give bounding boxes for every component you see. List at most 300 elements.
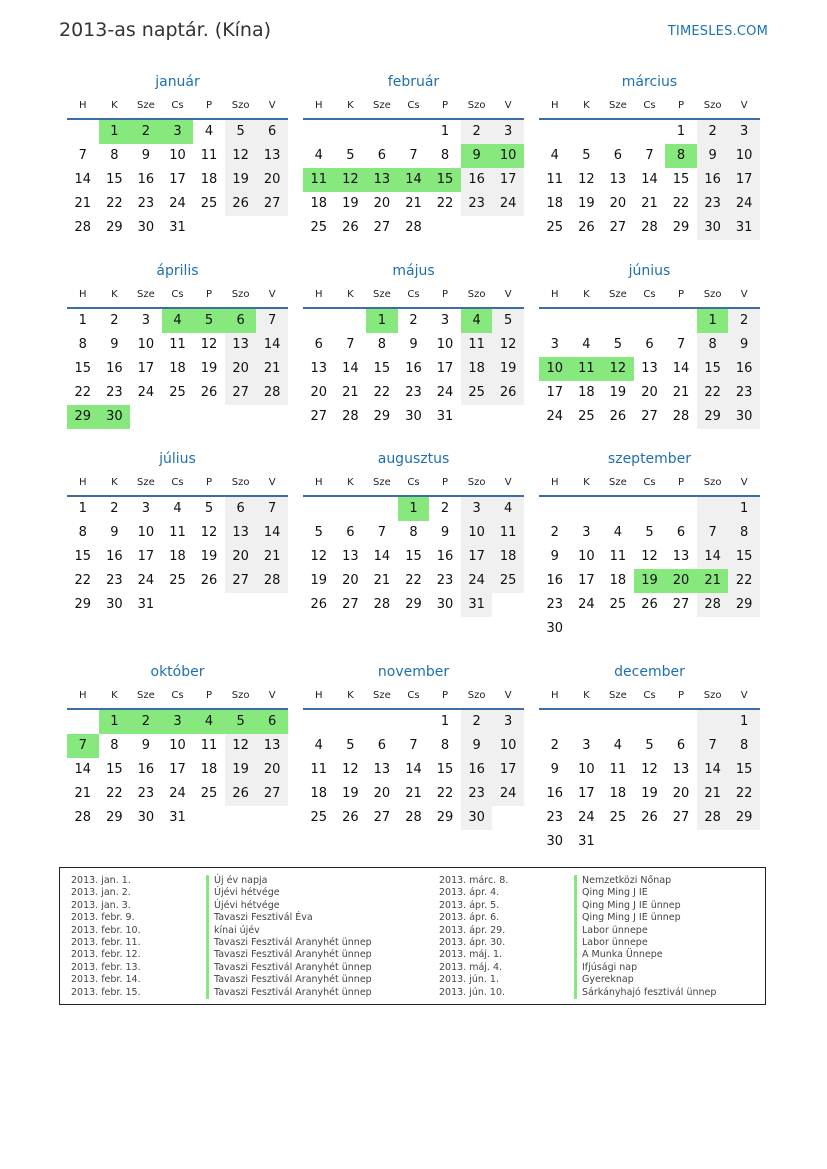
day-cell[interactable]: 5 bbox=[314, 525, 323, 540]
day-cell[interactable]: 24 bbox=[546, 409, 564, 424]
day-cell[interactable]: 15 bbox=[74, 361, 92, 376]
holiday-day-cell[interactable]: 6 bbox=[256, 710, 288, 734]
day-cell[interactable]: 18 bbox=[310, 196, 328, 211]
day-cell[interactable]: 25 bbox=[492, 569, 524, 593]
day-cell[interactable]: 23 bbox=[106, 573, 123, 588]
day-cell[interactable]: 23 bbox=[728, 381, 760, 405]
holiday-day-cell[interactable]: 10 bbox=[539, 357, 571, 381]
holiday-day-cell[interactable]: 20 bbox=[665, 569, 697, 593]
holiday-day-cell[interactable]: 12 bbox=[602, 357, 634, 381]
day-cell[interactable]: 31 bbox=[137, 597, 155, 612]
day-cell[interactable]: 6 bbox=[676, 738, 686, 753]
day-cell[interactable]: 22 bbox=[106, 786, 123, 801]
day-cell[interactable]: 29 bbox=[373, 409, 391, 424]
day-cell[interactable]: 12 bbox=[310, 549, 328, 564]
day-cell[interactable]: 23 bbox=[461, 192, 493, 216]
day-cell[interactable]: 20 bbox=[225, 545, 257, 569]
day-cell[interactable]: 25 bbox=[546, 220, 564, 235]
day-cell[interactable]: 4 bbox=[314, 148, 323, 163]
day-cell[interactable]: 3 bbox=[728, 120, 760, 144]
day-cell[interactable]: 9 bbox=[141, 738, 151, 753]
day-cell[interactable]: 17 bbox=[137, 549, 155, 564]
day-cell[interactable]: 27 bbox=[256, 192, 288, 216]
day-cell[interactable]: 29 bbox=[106, 810, 123, 825]
day-cell[interactable]: 28 bbox=[405, 220, 422, 235]
holiday-day-cell[interactable]: 4 bbox=[193, 710, 225, 734]
day-cell[interactable]: 18 bbox=[169, 361, 186, 376]
holiday-day-cell[interactable]: 1 bbox=[398, 497, 430, 521]
day-cell[interactable]: 3 bbox=[582, 738, 591, 753]
holiday-day-cell[interactable]: 6 bbox=[225, 309, 257, 333]
day-cell[interactable]: 8 bbox=[377, 337, 387, 352]
day-cell[interactable]: 23 bbox=[436, 573, 454, 588]
day-cell[interactable]: 5 bbox=[204, 501, 214, 516]
day-cell[interactable]: 1 bbox=[728, 497, 760, 521]
day-cell[interactable]: 10 bbox=[578, 762, 595, 777]
day-cell[interactable]: 15 bbox=[697, 357, 729, 381]
holiday-day-cell[interactable]: 4 bbox=[162, 309, 194, 333]
day-cell[interactable]: 11 bbox=[169, 525, 186, 540]
day-cell[interactable]: 17 bbox=[137, 361, 155, 376]
day-cell[interactable]: 21 bbox=[74, 786, 92, 801]
day-cell[interactable]: 29 bbox=[697, 405, 729, 429]
day-cell[interactable]: 11 bbox=[546, 172, 564, 187]
holiday-day-cell[interactable]: 5 bbox=[193, 309, 225, 333]
day-cell[interactable]: 23 bbox=[546, 597, 564, 612]
day-cell[interactable]: 10 bbox=[169, 738, 186, 753]
day-cell[interactable]: 25 bbox=[609, 597, 627, 612]
day-cell[interactable]: 19 bbox=[609, 385, 627, 400]
day-cell[interactable]: 20 bbox=[641, 385, 658, 400]
day-cell[interactable]: 11 bbox=[200, 738, 218, 753]
holiday-day-cell[interactable]: 1 bbox=[366, 309, 398, 333]
day-cell[interactable]: 1 bbox=[676, 124, 686, 139]
day-cell[interactable]: 7 bbox=[409, 738, 418, 753]
day-cell[interactable]: 29 bbox=[74, 597, 92, 612]
day-cell[interactable]: 14 bbox=[342, 361, 359, 376]
day-cell[interactable]: 24 bbox=[436, 385, 454, 400]
holiday-day-cell[interactable]: 1 bbox=[697, 309, 729, 333]
day-cell[interactable]: 27 bbox=[641, 409, 658, 424]
day-cell[interactable]: 12 bbox=[342, 762, 359, 777]
day-cell[interactable]: 8 bbox=[110, 148, 119, 163]
day-cell[interactable]: 6 bbox=[613, 148, 623, 163]
day-cell[interactable]: 23 bbox=[106, 385, 123, 400]
holiday-day-cell[interactable]: 11 bbox=[303, 168, 335, 192]
day-cell[interactable]: 26 bbox=[609, 409, 627, 424]
day-cell[interactable]: 8 bbox=[728, 521, 760, 545]
day-cell[interactable]: 19 bbox=[578, 196, 595, 211]
day-cell[interactable]: 10 bbox=[169, 148, 186, 163]
day-cell[interactable]: 26 bbox=[310, 597, 328, 612]
day-cell[interactable]: 9 bbox=[728, 333, 760, 357]
day-cell[interactable]: 17 bbox=[436, 361, 454, 376]
day-cell[interactable]: 3 bbox=[492, 710, 524, 734]
day-cell[interactable]: 11 bbox=[200, 148, 218, 163]
day-cell[interactable]: 11 bbox=[609, 762, 627, 777]
day-cell[interactable]: 21 bbox=[641, 196, 658, 211]
day-cell[interactable]: 3 bbox=[550, 337, 559, 352]
day-cell[interactable]: 4 bbox=[173, 501, 182, 516]
day-cell[interactable]: 9 bbox=[550, 549, 559, 564]
day-cell[interactable]: 8 bbox=[728, 734, 760, 758]
day-cell[interactable]: 15 bbox=[436, 762, 454, 777]
day-cell[interactable]: 1 bbox=[78, 313, 87, 328]
day-cell[interactable]: 8 bbox=[110, 738, 119, 753]
day-cell[interactable]: 28 bbox=[256, 381, 288, 405]
day-cell[interactable]: 5 bbox=[613, 337, 623, 352]
day-cell[interactable]: 25 bbox=[169, 385, 186, 400]
day-cell[interactable]: 12 bbox=[492, 333, 524, 357]
day-cell[interactable]: 15 bbox=[106, 172, 123, 187]
day-cell[interactable]: 7 bbox=[697, 521, 729, 545]
day-cell[interactable]: 18 bbox=[546, 196, 564, 211]
day-cell[interactable]: 13 bbox=[256, 144, 288, 168]
day-cell[interactable]: 1 bbox=[440, 124, 450, 139]
day-cell[interactable]: 2 bbox=[440, 501, 450, 516]
holiday-day-cell[interactable]: 5 bbox=[225, 710, 257, 734]
day-cell[interactable]: 13 bbox=[609, 172, 627, 187]
day-cell[interactable]: 16 bbox=[461, 758, 493, 782]
day-cell[interactable]: 21 bbox=[405, 786, 422, 801]
day-cell[interactable]: 27 bbox=[256, 782, 288, 806]
day-cell[interactable]: 7 bbox=[676, 337, 686, 352]
day-cell[interactable]: 16 bbox=[546, 786, 564, 801]
brand-link[interactable]: TIMESLES.COM bbox=[667, 24, 768, 39]
day-cell[interactable]: 23 bbox=[137, 786, 155, 801]
holiday-day-cell[interactable]: 9 bbox=[461, 144, 493, 168]
holiday-day-cell[interactable]: 10 bbox=[492, 144, 524, 168]
day-cell[interactable]: 30 bbox=[137, 810, 155, 825]
day-cell[interactable]: 17 bbox=[578, 786, 595, 801]
day-cell[interactable]: 27 bbox=[225, 569, 257, 593]
day-cell[interactable]: 17 bbox=[169, 172, 186, 187]
day-cell[interactable]: 6 bbox=[645, 337, 654, 352]
day-cell[interactable]: 2 bbox=[461, 710, 493, 734]
day-cell[interactable]: 8 bbox=[440, 148, 450, 163]
day-cell[interactable]: 10 bbox=[137, 337, 155, 352]
day-cell[interactable]: 27 bbox=[609, 220, 627, 235]
day-cell[interactable]: 26 bbox=[342, 220, 359, 235]
day-cell[interactable]: 23 bbox=[461, 782, 493, 806]
day-cell[interactable]: 16 bbox=[728, 357, 760, 381]
day-cell[interactable]: 26 bbox=[225, 192, 257, 216]
day-cell[interactable]: 19 bbox=[200, 361, 218, 376]
day-cell[interactable]: 11 bbox=[310, 762, 328, 777]
day-cell[interactable]: 1 bbox=[728, 710, 760, 734]
day-cell[interactable]: 14 bbox=[672, 361, 690, 376]
day-cell[interactable]: 27 bbox=[310, 409, 328, 424]
day-cell[interactable]: 29 bbox=[672, 220, 690, 235]
holiday-day-cell[interactable]: 29 bbox=[67, 405, 99, 429]
day-cell[interactable]: 26 bbox=[578, 220, 595, 235]
day-cell[interactable]: 18 bbox=[578, 385, 595, 400]
day-cell[interactable]: 26 bbox=[342, 810, 359, 825]
day-cell[interactable]: 3 bbox=[141, 501, 151, 516]
day-cell[interactable]: 6 bbox=[377, 738, 387, 753]
holiday-day-cell[interactable]: 1 bbox=[99, 120, 131, 144]
day-cell[interactable]: 10 bbox=[578, 549, 595, 564]
day-cell[interactable]: 3 bbox=[440, 313, 450, 328]
day-cell[interactable]: 31 bbox=[169, 220, 186, 235]
day-cell[interactable]: 8 bbox=[440, 738, 450, 753]
day-cell[interactable]: 29 bbox=[436, 810, 454, 825]
day-cell[interactable]: 5 bbox=[492, 309, 524, 333]
day-cell[interactable]: 11 bbox=[492, 521, 524, 545]
day-cell[interactable]: 29 bbox=[728, 593, 760, 617]
day-cell[interactable]: 18 bbox=[200, 762, 218, 777]
day-cell[interactable]: 19 bbox=[641, 786, 658, 801]
day-cell[interactable]: 28 bbox=[672, 409, 690, 424]
day-cell[interactable]: 30 bbox=[106, 597, 123, 612]
holiday-day-cell[interactable]: 21 bbox=[697, 569, 729, 593]
day-cell[interactable]: 25 bbox=[578, 409, 595, 424]
day-cell[interactable]: 20 bbox=[256, 168, 288, 192]
day-cell[interactable]: 26 bbox=[200, 573, 218, 588]
day-cell[interactable]: 1 bbox=[78, 501, 87, 516]
day-cell[interactable]: 21 bbox=[74, 196, 92, 211]
day-cell[interactable]: 30 bbox=[405, 409, 422, 424]
day-cell[interactable]: 13 bbox=[225, 521, 257, 545]
day-cell[interactable]: 22 bbox=[74, 573, 92, 588]
day-cell[interactable]: 31 bbox=[728, 216, 760, 240]
day-cell[interactable]: 18 bbox=[200, 172, 218, 187]
day-cell[interactable]: 14 bbox=[74, 172, 92, 187]
day-cell[interactable]: 30 bbox=[137, 220, 155, 235]
day-cell[interactable]: 9 bbox=[697, 144, 729, 168]
day-cell[interactable]: 5 bbox=[582, 148, 591, 163]
day-cell[interactable]: 17 bbox=[461, 545, 493, 569]
day-cell[interactable]: 5 bbox=[346, 148, 355, 163]
day-cell[interactable]: 31 bbox=[461, 593, 493, 617]
day-cell[interactable]: 12 bbox=[225, 144, 257, 168]
day-cell[interactable]: 10 bbox=[461, 521, 493, 545]
day-cell[interactable]: 17 bbox=[492, 168, 524, 192]
day-cell[interactable]: 19 bbox=[342, 786, 359, 801]
day-cell[interactable]: 6 bbox=[377, 148, 387, 163]
day-cell[interactable]: 3 bbox=[141, 313, 151, 328]
day-cell[interactable]: 4 bbox=[613, 525, 623, 540]
day-cell[interactable]: 25 bbox=[169, 573, 186, 588]
day-cell[interactable]: 9 bbox=[141, 148, 151, 163]
day-cell[interactable]: 15 bbox=[74, 549, 92, 564]
day-cell[interactable]: 14 bbox=[697, 758, 729, 782]
day-cell[interactable]: 14 bbox=[256, 521, 288, 545]
day-cell[interactable]: 11 bbox=[609, 549, 627, 564]
day-cell[interactable]: 22 bbox=[405, 573, 422, 588]
day-cell[interactable]: 6 bbox=[314, 337, 323, 352]
day-cell[interactable]: 5 bbox=[346, 738, 355, 753]
day-cell[interactable]: 28 bbox=[74, 810, 92, 825]
day-cell[interactable]: 26 bbox=[641, 597, 658, 612]
day-cell[interactable]: 24 bbox=[137, 573, 155, 588]
day-cell[interactable]: 16 bbox=[106, 361, 123, 376]
day-cell[interactable]: 10 bbox=[137, 525, 155, 540]
day-cell[interactable]: 24 bbox=[169, 196, 186, 211]
day-cell[interactable]: 28 bbox=[405, 810, 422, 825]
day-cell[interactable]: 21 bbox=[256, 357, 288, 381]
day-cell[interactable]: 2 bbox=[550, 738, 559, 753]
day-cell[interactable]: 12 bbox=[641, 549, 658, 564]
day-cell[interactable]: 7 bbox=[697, 734, 729, 758]
day-cell[interactable]: 22 bbox=[697, 381, 729, 405]
day-cell[interactable]: 8 bbox=[78, 525, 87, 540]
day-cell[interactable]: 20 bbox=[225, 357, 257, 381]
day-cell[interactable]: 28 bbox=[641, 220, 658, 235]
day-cell[interactable]: 8 bbox=[78, 337, 87, 352]
day-cell[interactable]: 29 bbox=[728, 806, 760, 830]
day-cell[interactable]: 24 bbox=[137, 385, 155, 400]
day-cell[interactable]: 23 bbox=[405, 385, 422, 400]
day-cell[interactable]: 2 bbox=[550, 525, 559, 540]
day-cell[interactable]: 27 bbox=[672, 810, 690, 825]
day-cell[interactable]: 13 bbox=[373, 762, 391, 777]
day-cell[interactable]: 12 bbox=[225, 734, 257, 758]
day-cell[interactable]: 13 bbox=[672, 762, 690, 777]
day-cell[interactable]: 19 bbox=[225, 758, 257, 782]
day-cell[interactable]: 9 bbox=[110, 337, 119, 352]
day-cell[interactable]: 21 bbox=[405, 196, 422, 211]
day-cell[interactable]: 25 bbox=[310, 810, 328, 825]
day-cell[interactable]: 27 bbox=[342, 597, 359, 612]
day-cell[interactable]: 10 bbox=[492, 734, 524, 758]
day-cell[interactable]: 28 bbox=[256, 569, 288, 593]
day-cell[interactable]: 2 bbox=[461, 120, 493, 144]
day-cell[interactable]: 19 bbox=[200, 549, 218, 564]
day-cell[interactable]: 14 bbox=[641, 172, 658, 187]
day-cell[interactable]: 28 bbox=[342, 409, 359, 424]
day-cell[interactable]: 25 bbox=[200, 196, 218, 211]
day-cell[interactable]: 28 bbox=[74, 220, 92, 235]
day-cell[interactable]: 7 bbox=[377, 525, 387, 540]
day-cell[interactable]: 13 bbox=[672, 549, 690, 564]
day-cell[interactable]: 8 bbox=[409, 525, 418, 540]
day-cell[interactable]: 23 bbox=[137, 196, 155, 211]
day-cell[interactable]: 20 bbox=[342, 573, 359, 588]
day-cell[interactable]: 4 bbox=[550, 148, 559, 163]
day-cell[interactable]: 30 bbox=[546, 834, 564, 849]
day-cell[interactable]: 18 bbox=[461, 357, 493, 381]
holiday-day-cell[interactable]: 14 bbox=[398, 168, 430, 192]
day-cell[interactable]: 9 bbox=[409, 337, 418, 352]
day-cell[interactable]: 24 bbox=[169, 786, 186, 801]
holiday-day-cell[interactable]: 8 bbox=[665, 144, 697, 168]
day-cell[interactable]: 9 bbox=[440, 525, 450, 540]
day-cell[interactable]: 1 bbox=[440, 714, 450, 729]
day-cell[interactable]: 2 bbox=[409, 313, 418, 328]
day-cell[interactable]: 26 bbox=[225, 782, 257, 806]
day-cell[interactable]: 12 bbox=[578, 172, 595, 187]
day-cell[interactable]: 22 bbox=[106, 196, 123, 211]
day-cell[interactable]: 18 bbox=[492, 545, 524, 569]
day-cell[interactable]: 7 bbox=[409, 148, 418, 163]
day-cell[interactable]: 5 bbox=[645, 525, 654, 540]
day-cell[interactable]: 11 bbox=[169, 337, 186, 352]
day-cell[interactable]: 25 bbox=[461, 381, 493, 405]
day-cell[interactable]: 31 bbox=[169, 810, 186, 825]
day-cell[interactable]: 17 bbox=[728, 168, 760, 192]
day-cell[interactable]: 7 bbox=[256, 309, 288, 333]
holiday-day-cell[interactable]: 1 bbox=[99, 710, 131, 734]
day-cell[interactable]: 22 bbox=[373, 385, 391, 400]
day-cell[interactable]: 30 bbox=[728, 405, 760, 429]
day-cell[interactable]: 23 bbox=[546, 810, 564, 825]
day-cell[interactable]: 9 bbox=[550, 762, 559, 777]
day-cell[interactable]: 30 bbox=[436, 597, 454, 612]
holiday-day-cell[interactable]: 2 bbox=[130, 120, 162, 144]
day-cell[interactable]: 27 bbox=[373, 810, 391, 825]
day-cell[interactable]: 27 bbox=[672, 597, 690, 612]
day-cell[interactable]: 28 bbox=[697, 593, 729, 617]
day-cell[interactable]: 30 bbox=[546, 621, 564, 636]
day-cell[interactable]: 2 bbox=[697, 120, 729, 144]
day-cell[interactable]: 15 bbox=[728, 545, 760, 569]
day-cell[interactable]: 16 bbox=[405, 361, 422, 376]
day-cell[interactable]: 21 bbox=[697, 782, 729, 806]
day-cell[interactable]: 9 bbox=[461, 734, 493, 758]
day-cell[interactable]: 13 bbox=[225, 333, 257, 357]
day-cell[interactable]: 14 bbox=[373, 549, 391, 564]
day-cell[interactable]: 18 bbox=[169, 549, 186, 564]
day-cell[interactable]: 14 bbox=[74, 762, 92, 777]
day-cell[interactable]: 22 bbox=[74, 385, 92, 400]
day-cell[interactable]: 31 bbox=[578, 834, 595, 849]
day-cell[interactable]: 20 bbox=[310, 385, 328, 400]
day-cell[interactable]: 12 bbox=[200, 337, 218, 352]
day-cell[interactable]: 17 bbox=[492, 758, 524, 782]
day-cell[interactable]: 16 bbox=[106, 549, 123, 564]
day-cell[interactable]: 5 bbox=[225, 120, 257, 144]
holiday-day-cell[interactable]: 3 bbox=[162, 120, 194, 144]
day-cell[interactable]: 24 bbox=[728, 192, 760, 216]
day-cell[interactable]: 20 bbox=[609, 196, 627, 211]
day-cell[interactable]: 24 bbox=[578, 597, 595, 612]
day-cell[interactable]: 20 bbox=[373, 786, 391, 801]
holiday-day-cell[interactable]: 19 bbox=[634, 569, 666, 593]
day-cell[interactable]: 15 bbox=[728, 758, 760, 782]
day-cell[interactable]: 16 bbox=[697, 168, 729, 192]
day-cell[interactable]: 27 bbox=[225, 381, 257, 405]
day-cell[interactable]: 5 bbox=[645, 738, 654, 753]
day-cell[interactable]: 12 bbox=[200, 525, 218, 540]
day-cell[interactable]: 6 bbox=[256, 120, 288, 144]
day-cell[interactable]: 2 bbox=[110, 313, 119, 328]
holiday-day-cell[interactable]: 4 bbox=[461, 309, 493, 333]
day-cell[interactable]: 10 bbox=[436, 337, 454, 352]
day-cell[interactable]: 15 bbox=[405, 549, 422, 564]
day-cell[interactable]: 7 bbox=[78, 148, 87, 163]
day-cell[interactable]: 30 bbox=[697, 216, 729, 240]
day-cell[interactable]: 11 bbox=[461, 333, 493, 357]
day-cell[interactable]: 4 bbox=[582, 337, 591, 352]
day-cell[interactable]: 18 bbox=[310, 786, 328, 801]
day-cell[interactable]: 20 bbox=[672, 786, 690, 801]
day-cell[interactable]: 10 bbox=[728, 144, 760, 168]
day-cell[interactable]: 14 bbox=[256, 333, 288, 357]
day-cell[interactable]: 21 bbox=[256, 545, 288, 569]
day-cell[interactable]: 25 bbox=[310, 220, 328, 235]
day-cell[interactable]: 29 bbox=[405, 597, 422, 612]
day-cell[interactable]: 24 bbox=[461, 569, 493, 593]
day-cell[interactable]: 19 bbox=[342, 196, 359, 211]
day-cell[interactable]: 22 bbox=[728, 569, 760, 593]
day-cell[interactable]: 19 bbox=[492, 357, 524, 381]
day-cell[interactable]: 24 bbox=[578, 810, 595, 825]
day-cell[interactable]: 21 bbox=[342, 385, 359, 400]
day-cell[interactable]: 24 bbox=[492, 192, 524, 216]
day-cell[interactable]: 14 bbox=[405, 762, 422, 777]
day-cell[interactable]: 18 bbox=[609, 573, 627, 588]
